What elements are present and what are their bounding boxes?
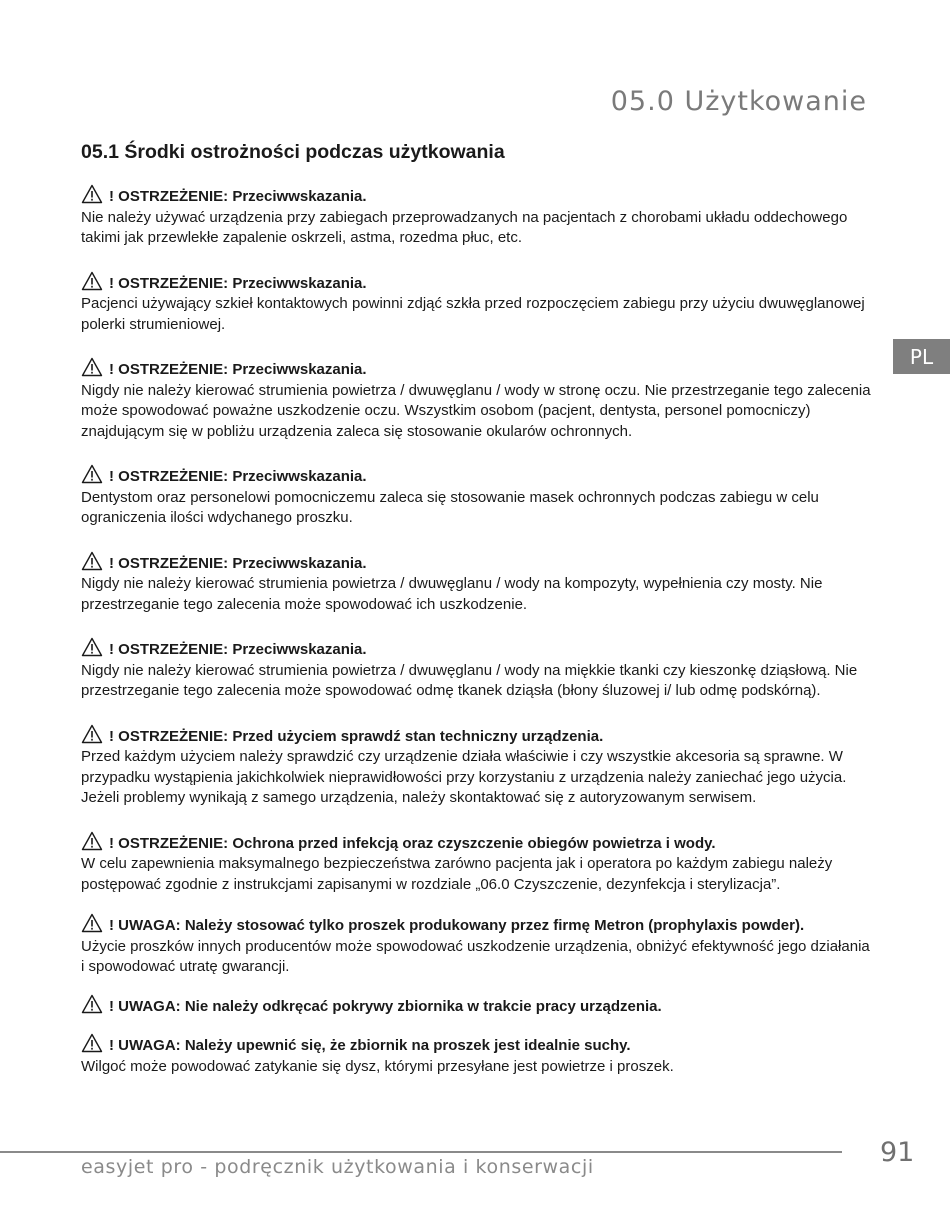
warning-triangle-icon bbox=[81, 357, 103, 377]
warning-body: Dentystom oraz personelowi pomocniczemu zaleca się stosowanie masek ochronnych podczas zabiegu w celu ograniczenia ilości wdychanego proszku. bbox=[81, 488, 819, 526]
warning-heading-text: ! OSTRZEŻENIE: Przeciwwskazania. bbox=[109, 641, 367, 658]
warning-heading bbox=[81, 464, 871, 488]
warning-triangle-icon bbox=[81, 994, 103, 1014]
warning-heading-text: ! OSTRZEŻENIE: Przeciwwskazania. bbox=[109, 361, 367, 378]
page-number: 91 bbox=[880, 1137, 915, 1168]
warning-heading bbox=[81, 994, 871, 1018]
warning-triangle-icon bbox=[81, 637, 103, 657]
footer-text: easyjet pro - podręcznik użytkowania i konserwacji bbox=[81, 1156, 594, 1178]
warning-body: Nigdy nie należy kierować strumienia powietrza / dwuwęglanu / wody w stronę oczu. Nie przestrzeganie tego zalecenia może spowodować poważne uszkodzenie oczu. Wszystkim osobom (pacjent, dentysta, personel pomocniczy) znajdującym się w pobliżu urządzenia zaleca się stosowanie okularów ochronnych. bbox=[81, 381, 871, 440]
warning-heading bbox=[81, 637, 871, 661]
warning-triangle-icon bbox=[81, 913, 103, 933]
warning-heading bbox=[81, 357, 871, 381]
warning-body: Nigdy nie należy kierować strumienia powietrza / dwuwęglanu / wody na miękkie tkanki czy kieszonkę dziąsłową. Nie przestrzeganie tego zalecenia może spowodować odmę tkanek dziąsła (błony śluzowej i/ lub odmę podskórną). bbox=[81, 661, 858, 699]
warning-heading bbox=[81, 184, 871, 208]
warning-heading-text: ! UWAGA: Nie należy odkręcać pokrywy zbiornika w trakcie pracy urządzenia. bbox=[109, 997, 662, 1015]
warning-block bbox=[81, 831, 871, 896]
warning-heading bbox=[81, 1033, 871, 1057]
warning-body: W celu zapewnienia maksymalnego bezpieczeństwa zarówno pacjenta jak i operatora po każdym zabiegu należy postępować zgodnie z instrukcjami zapisanymi w rozdziale „06.0 Czyszczenie, dezynfekcja i sterylizacja”. bbox=[81, 855, 833, 893]
warning-body: Użycie proszków innych producentów może spowodować uszkodzenie urządzenia, obniżyć efektywność jego działania i spowodować utratę gwarancji. bbox=[81, 937, 870, 975]
language-tab: PL bbox=[893, 339, 950, 374]
warning-heading-text: ! OSTRZEŻENIE: Przeciwwskazania. bbox=[109, 188, 367, 205]
footer-divider bbox=[0, 1151, 842, 1153]
warning-heading bbox=[81, 271, 871, 295]
warning-heading bbox=[81, 913, 871, 937]
warning-heading-text: ! UWAGA: Należy upewnić się, że zbiornik na proszek jest idealnie suchy. bbox=[109, 1037, 631, 1054]
warning-triangle-icon bbox=[81, 184, 103, 204]
section-title: 05.1 Środki ostrożności podczas użytkowania bbox=[81, 141, 505, 163]
warning-body: Przed każdym użyciem należy sprawdzić czy urządzenie działa właściwie i czy wszystkie akcesoria są sprawne. W przypadku wystąpienia jakichkolwiek nieprawidłowości przy korzystaniu z urządzenia należy zaniechać jego użycia. Jeżeli problemy wynikają z samego urządzenia, należy skontaktować się z autoryzowanym serwisem. bbox=[81, 748, 847, 806]
warning-heading bbox=[81, 551, 871, 575]
warning-block bbox=[81, 1033, 871, 1077]
warning-triangle-icon bbox=[81, 551, 103, 571]
warning-block bbox=[81, 184, 871, 249]
warning-triangle-icon bbox=[81, 1033, 103, 1053]
warnings-list bbox=[81, 184, 871, 1077]
warning-heading-text: ! OSTRZEŻENIE: Przed użyciem sprawdź stan techniczny urządzenia. bbox=[109, 727, 604, 745]
warning-heading-text: ! OSTRZEŻENIE: Przeciwwskazania. bbox=[109, 274, 367, 292]
warning-triangle-icon bbox=[81, 271, 103, 291]
warning-heading-text: ! OSTRZEŻENIE: Ochrona przed infekcją oraz czyszczenie obiegów powietrza i wody. bbox=[109, 834, 716, 852]
warning-body: Pacjenci używający szkieł kontaktowych powinni zdjąć szkła przed rozpoczęciem zabiegu przy użyciu dwuwęglanowej polerki strumieniowej. bbox=[81, 295, 865, 333]
warning-heading-text: ! UWAGA: Należy stosować tylko proszek produkowany przez firmę Metron (prophylaxis powder). bbox=[109, 917, 805, 934]
warning-heading bbox=[81, 831, 871, 855]
warning-block bbox=[81, 464, 871, 529]
warning-heading-text: ! OSTRZEŻENIE: Przeciwwskazania. bbox=[109, 468, 367, 485]
warning-block bbox=[81, 994, 871, 1018]
warning-block bbox=[81, 551, 871, 616]
warning-body: Nigdy nie należy kierować strumienia powietrza / dwuwęglanu / wody na kompozyty, wypełnienia czy mosty. Nie przestrzeganie tego zalecenia może spowodować ich uszkodzenie. bbox=[81, 575, 823, 613]
warning-heading bbox=[81, 724, 871, 748]
warning-block bbox=[81, 357, 871, 442]
warning-body: Wilgoć może powodować zatykanie się dysz, którymi przesyłane jest powietrze i proszek. bbox=[81, 1057, 674, 1075]
warning-block bbox=[81, 913, 871, 978]
warning-block bbox=[81, 637, 871, 702]
warning-heading-text: ! OSTRZEŻENIE: Przeciwwskazania. bbox=[109, 554, 367, 572]
chapter-title: 05.0 Użytkowanie bbox=[610, 86, 867, 117]
warning-block bbox=[81, 724, 871, 809]
warning-triangle-icon bbox=[81, 464, 103, 484]
warning-triangle-icon bbox=[81, 724, 103, 744]
warning-block bbox=[81, 271, 871, 336]
warning-body: Nie należy używać urządzenia przy zabiegach przeprowadzanych na pacjentach z chorobami układu oddechowego takimi jak przewlekłe zapalenie oskrzeli, astma, rozedma płuc, etc. bbox=[81, 208, 848, 246]
warning-triangle-icon bbox=[81, 831, 103, 851]
